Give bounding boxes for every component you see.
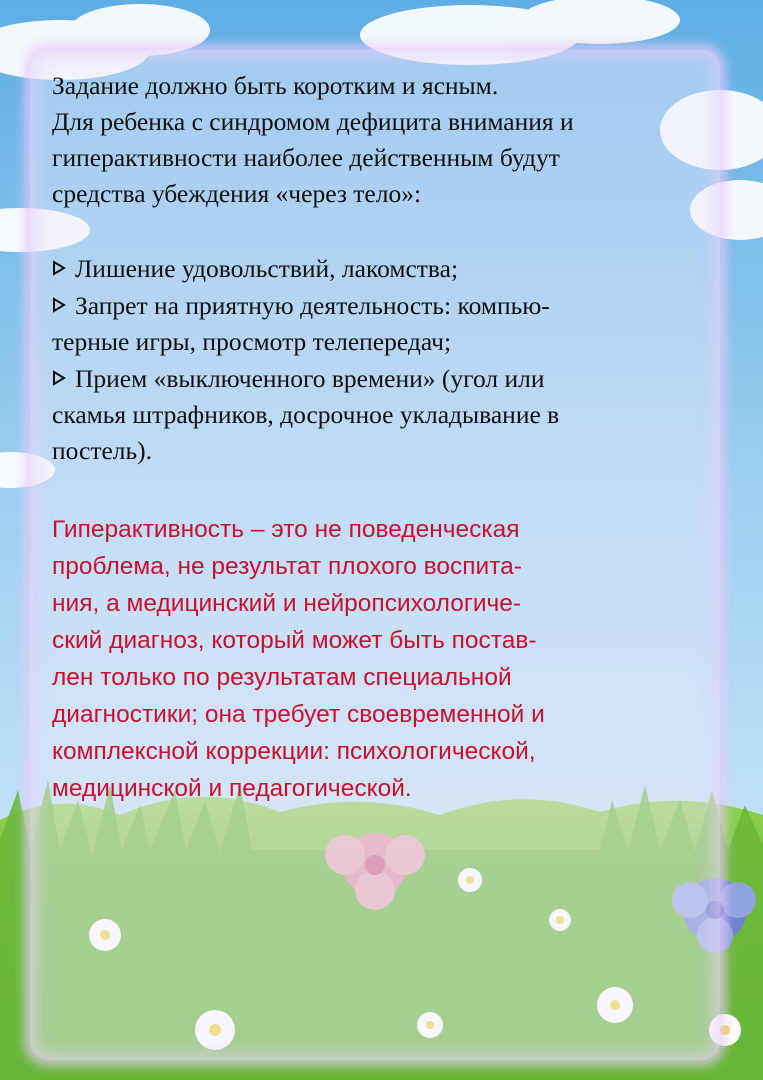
- intro-paragraph: [52, 68, 712, 212]
- bullet-line: терные игры, просмотр телепередач;: [52, 327, 452, 356]
- intro-line: Для ребенка с синдромом дефицита внимания и: [52, 107, 574, 136]
- warning-line: комплексной коррекции: психологической,: [52, 738, 536, 765]
- bullet-line: скамья штрафников, досрочное укладывание в: [52, 400, 560, 429]
- triangle-bullet-icon: [52, 360, 66, 396]
- bullet-item: [52, 360, 712, 469]
- warning-line: ский диагноз, который может быть постав-: [52, 627, 537, 654]
- triangle-bullet-icon: [52, 287, 66, 323]
- intro-line: средства убеждения «через тело»:: [52, 179, 422, 208]
- warning-paragraph: [52, 511, 712, 807]
- bullet-line: Прием «выключенного времени» (угол или: [75, 364, 545, 393]
- bullet-item: [52, 250, 712, 287]
- bullet-line: Лишение удовольствий, лакомства;: [75, 254, 459, 283]
- intro-line: Задание должно быть коротким и ясным.: [52, 71, 499, 100]
- warning-line: медицинской и педагогической.: [52, 775, 412, 802]
- warning-line: ния, а медицинский и нейропсихологиче-: [52, 590, 522, 617]
- bullet-item: [52, 287, 712, 360]
- warning-line: Гиперактивность – это не поведенческая: [52, 516, 520, 543]
- bullet-list: [52, 250, 712, 469]
- bullet-line: постель).: [52, 436, 153, 465]
- bullet-line: Запрет на приятную деятельность: компью-: [75, 291, 550, 320]
- warning-line: лен только по результатам специальной: [52, 664, 512, 691]
- intro-line: гиперактивности наиболее действенным будут: [52, 143, 560, 172]
- triangle-bullet-icon: [52, 250, 66, 286]
- content-area: [52, 68, 712, 807]
- warning-line: проблема, не результат плохого воспита-: [52, 553, 522, 580]
- warning-line: диагностики; она требует своевременной и: [52, 701, 545, 728]
